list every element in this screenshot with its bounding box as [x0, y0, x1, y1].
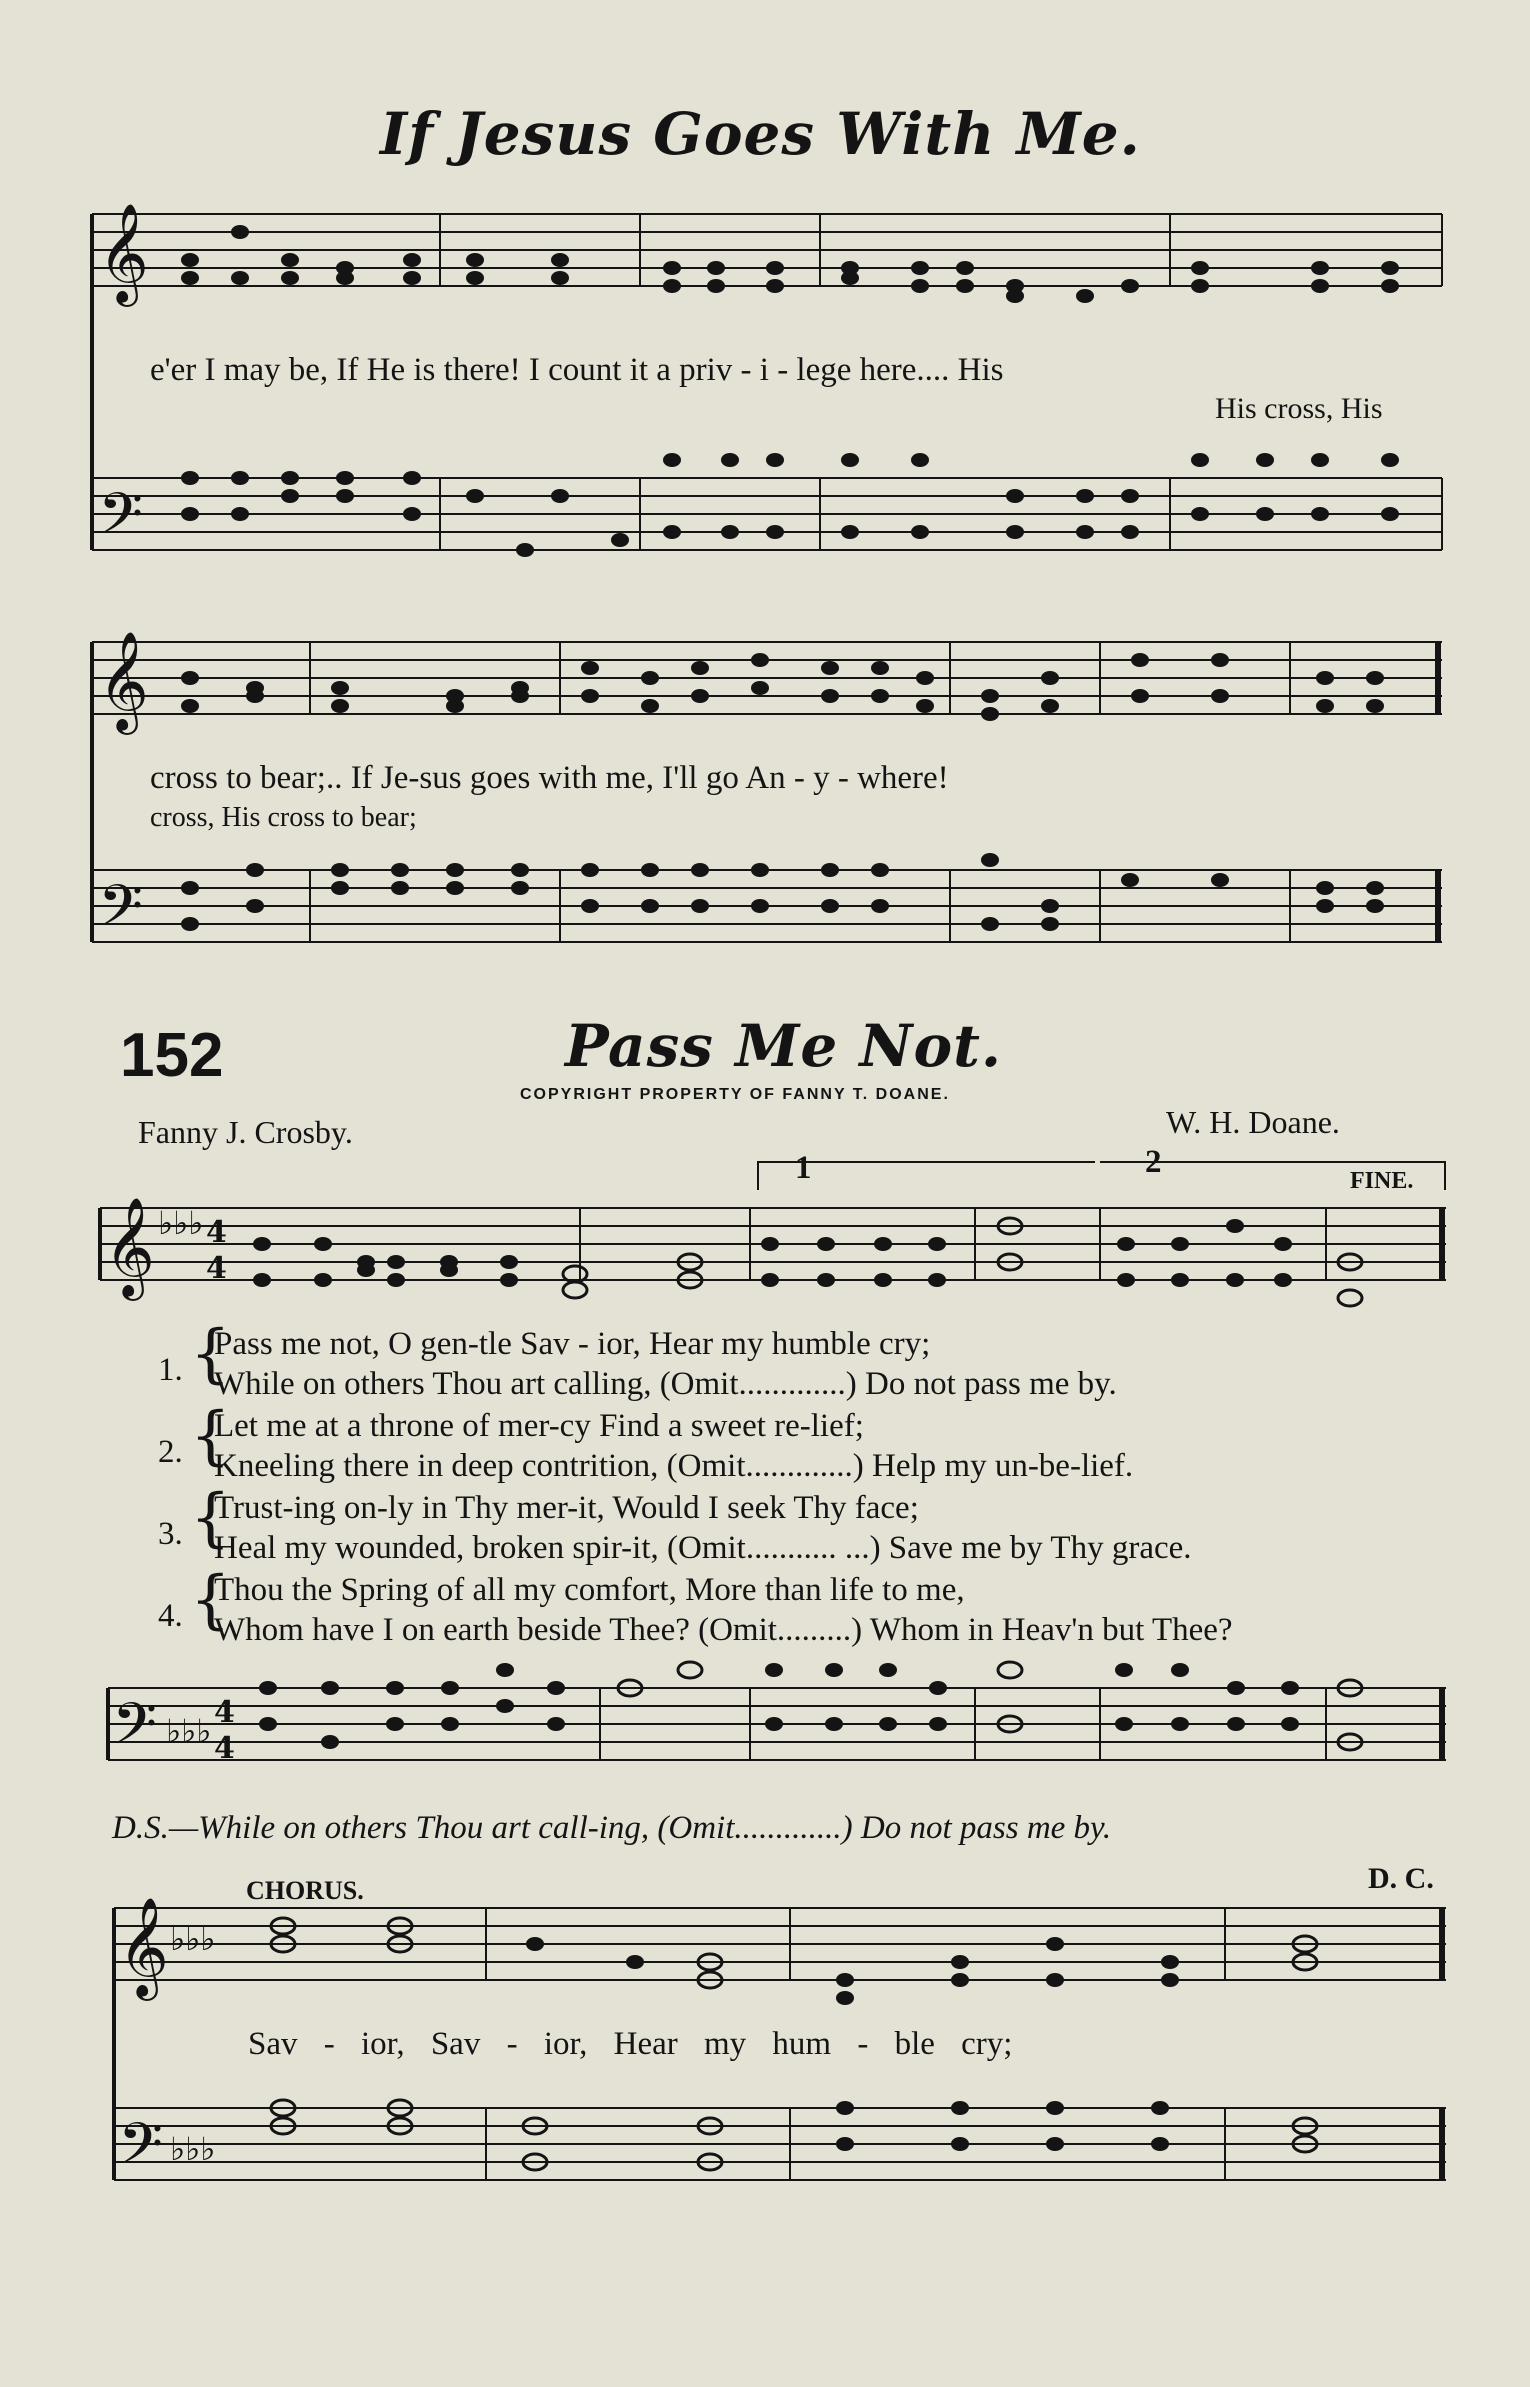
verse-line-a: Pass me not, O gen-tle Sav - ior, Hear my humble cry; — [214, 1326, 931, 1362]
chorus-label: CHORUS. — [246, 1876, 364, 1905]
copyright-notice: COPYRIGHT PROPERTY OF FANNY T. DOANE. — [520, 1086, 950, 1103]
verse-line-b: While on others Thou art calling, (Omit.............) Do not pass me by. — [214, 1366, 1117, 1402]
da-capo-marker: D. C. — [1368, 1862, 1434, 1895]
svg-text:♭♭♭: ♭♭♭ — [166, 1712, 212, 1750]
lyrics-line-2-alt: cross, His cross to bear; — [150, 802, 417, 833]
svg-text:♭♭♭: ♭♭♭ — [158, 1204, 204, 1242]
verse-line-b: Kneeling there in deep contrition, (Omit.............) Help my un-be-lief. — [214, 1448, 1134, 1484]
svg-text:𝄢: 𝄢 — [112, 1690, 158, 1772]
verse-number: 1. — [158, 1352, 183, 1388]
ending-2-label: 2 — [1145, 1144, 1162, 1180]
verse-brace: { — [190, 1563, 231, 1637]
lyrics-line-2: cross to bear;.. If Je-sus goes with me, I'll go An - y - where! — [150, 760, 949, 796]
hymn-number: 152 — [120, 1021, 224, 1090]
svg-text:𝄞: 𝄞 — [104, 1197, 155, 1297]
ending-1-label: 1 — [795, 1150, 812, 1186]
lyrics-line-1-alt: His cross, His — [1215, 392, 1383, 425]
verse-brace: { — [190, 1317, 231, 1391]
chorus-lyrics: Sav - ior, Sav - ior, Hear my hum - ble cry; — [248, 2026, 1013, 2062]
svg-text:𝄢: 𝄢 — [98, 872, 144, 954]
svg-text:𝄢: 𝄢 — [98, 480, 144, 562]
verse-number: 4. — [158, 1598, 183, 1634]
svg-text:4: 4 — [214, 1731, 235, 1766]
svg-text:𝄞: 𝄞 — [98, 203, 149, 303]
verse-line-b: Heal my wounded, broken spir-it, (Omit........... ...) Save me by Thy grace. — [214, 1530, 1192, 1566]
svg-text:4: 4 — [214, 1695, 235, 1730]
verse-line-b: Whom have I on earth beside Thee? (Omit.........) Whom in Heav'n but Thee? — [214, 1612, 1233, 1648]
ds-instruction: D.S.—While on others Thou art call-ing, (Omit.............) Do not pass me by. — [112, 1810, 1112, 1846]
fine-marker: FINE. — [1350, 1168, 1414, 1194]
author: Fanny J. Crosby. — [138, 1114, 353, 1150]
lyrics-line-1: e'er I may be, If He is there! I count it a priv - i - lege here.... His — [150, 352, 1004, 388]
verse-brace: { — [190, 1481, 231, 1555]
hymn-title: Pass Me Not. — [565, 1012, 1003, 1080]
svg-text:♭♭♭: ♭♭♭ — [170, 1920, 216, 1958]
verse-number: 3. — [158, 1516, 183, 1552]
hymn-title: If Jesus Goes With Me. — [380, 100, 1141, 168]
verse-brace: { — [190, 1399, 231, 1473]
verse-number: 2. — [158, 1434, 183, 1470]
verse-line-a: Trust-ing on-ly in Thy mer-it, Would I seek Thy face; — [214, 1490, 919, 1526]
verse-line-a: Thou the Spring of all my comfort, More than life to me, — [214, 1572, 965, 1608]
svg-text:𝄞: 𝄞 — [118, 1897, 169, 1997]
svg-text:4: 4 — [206, 1215, 227, 1250]
svg-text:♭♭♭: ♭♭♭ — [170, 2130, 216, 2168]
verse-line-a: Let me at a throne of mer-cy Find a sweet re-lief; — [214, 1408, 864, 1444]
svg-text:4: 4 — [206, 1251, 227, 1286]
composer: W. H. Doane. — [1166, 1104, 1340, 1140]
svg-text:𝄢: 𝄢 — [118, 2110, 164, 2192]
svg-text:𝄞: 𝄞 — [98, 631, 149, 731]
clef-glyphs — [98, 203, 235, 2192]
